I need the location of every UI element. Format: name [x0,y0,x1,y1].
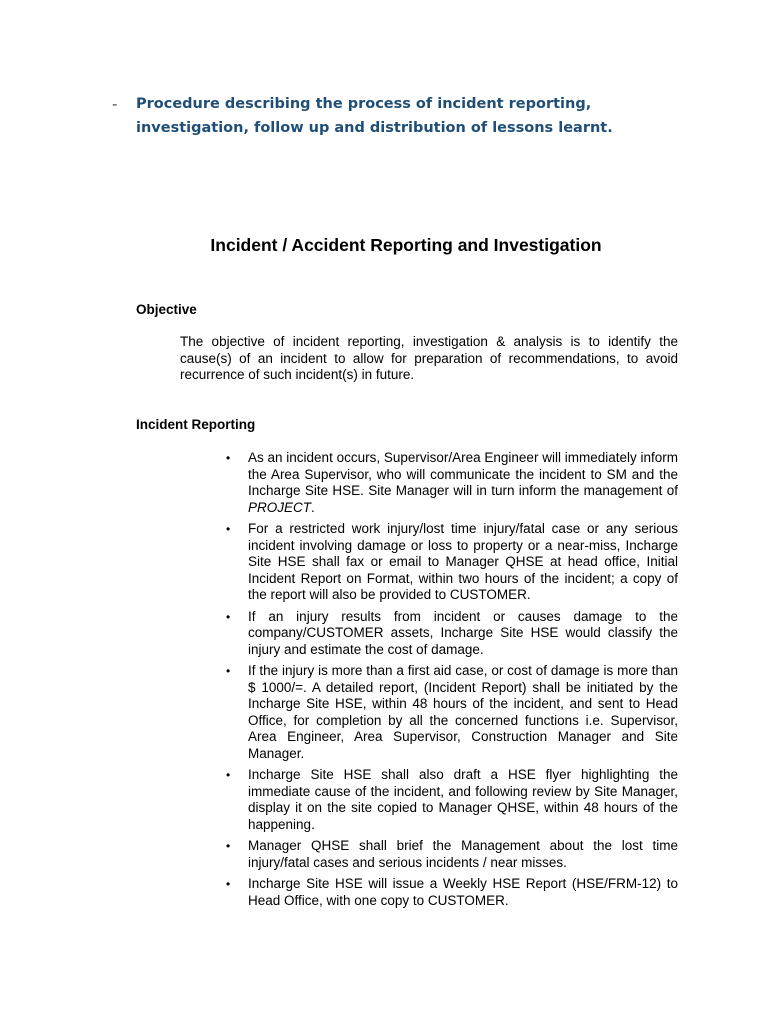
list-item [226,450,678,516]
list-item [226,521,678,604]
intro-dash: - [112,95,118,113]
objective-paragraph: The objective of incident reporting, investigation & analysis is to identify the cause(s) of an incident to allow for preparation of recommendations, to avoid recurrence of such incident(s) in future. [180,334,678,382]
incident-reporting-heading: Incident Reporting [136,417,256,432]
bullet-icon: • [226,768,231,782]
list-item-text: If an injury results from incident or causes damage to the company/CUSTOMER assets, Incharge Site HSE would classify the injury and estimate the cost of damage. [248,608,678,657]
project-emphasis: PROJECT [248,499,312,515]
list-item-text-part: . [311,499,315,515]
bullet-icon: • [226,451,231,465]
list-item-text: For a restricted work injury/lost time injury/fatal case or any serious incident involving damage or loss to property or a near-miss, Incharge Site HSE shall fax or email to Manager QHSE at head office, Initial Incident Report on Format, within two hours of the incident; a copy of the report will also be provided to CUSTOMER. [248,521,678,602]
intro-text: Procedure describing the process of incident reporting, investigation, follow up and distribution of lessons learnt. [136,96,613,136]
list-item-text: Manager QHSE shall brief the Management about the lost time injury/fatal cases and serious incidents / near misses. [248,838,678,870]
list-item-text: Incharge Site HSE shall also draft a HSE flyer highlighting the immediate cause of the incident, and following review by Site Manager, display it on the site copied to Manager QHSE, within 48 hours of the happening. [248,767,678,832]
incident-reporting-list [226,450,678,914]
bullet-icon: • [226,522,231,536]
bullet-icon: • [226,877,231,891]
bullet-icon: • [226,609,231,624]
list-item [226,838,678,871]
list-item-text-part: As an incident occurs, Supervisor/Area Engineer will immediately inform the Area Supervisor, who will communicate the incident to SM and the Incharge Site HSE. Site Manager will in turn inform the management of [248,450,678,498]
bullet-icon: • [226,839,231,853]
procedure-intro [112,92,672,140]
list-item-text: Incharge Site HSE will issue a Weekly HSE Report (HSE/FRM-12) to Head Office, with one copy to CUSTOMER. [248,876,678,908]
list-item [226,876,678,909]
list-item [226,663,678,762]
bullet-icon: • [226,664,231,678]
list-item [226,767,678,833]
document-title: Incident / Accident Reporting and Investigation [210,235,602,255]
list-item-text: If the injury is more than a first aid case, or cost of damage is more than $ 1000/=. A detailed report, (Incident Report) shall be initiated by the Incharge Site HSE, within 48 hours of the incident, and sent to Head Office, for completion by all the concerned functions i.e. Supervisor, Area Engineer, Area Supervisor, Construction Manager and Site Manager. [248,663,678,761]
objective-heading: Objective [136,302,197,317]
list-item-text [248,450,678,516]
list-item [226,609,678,659]
